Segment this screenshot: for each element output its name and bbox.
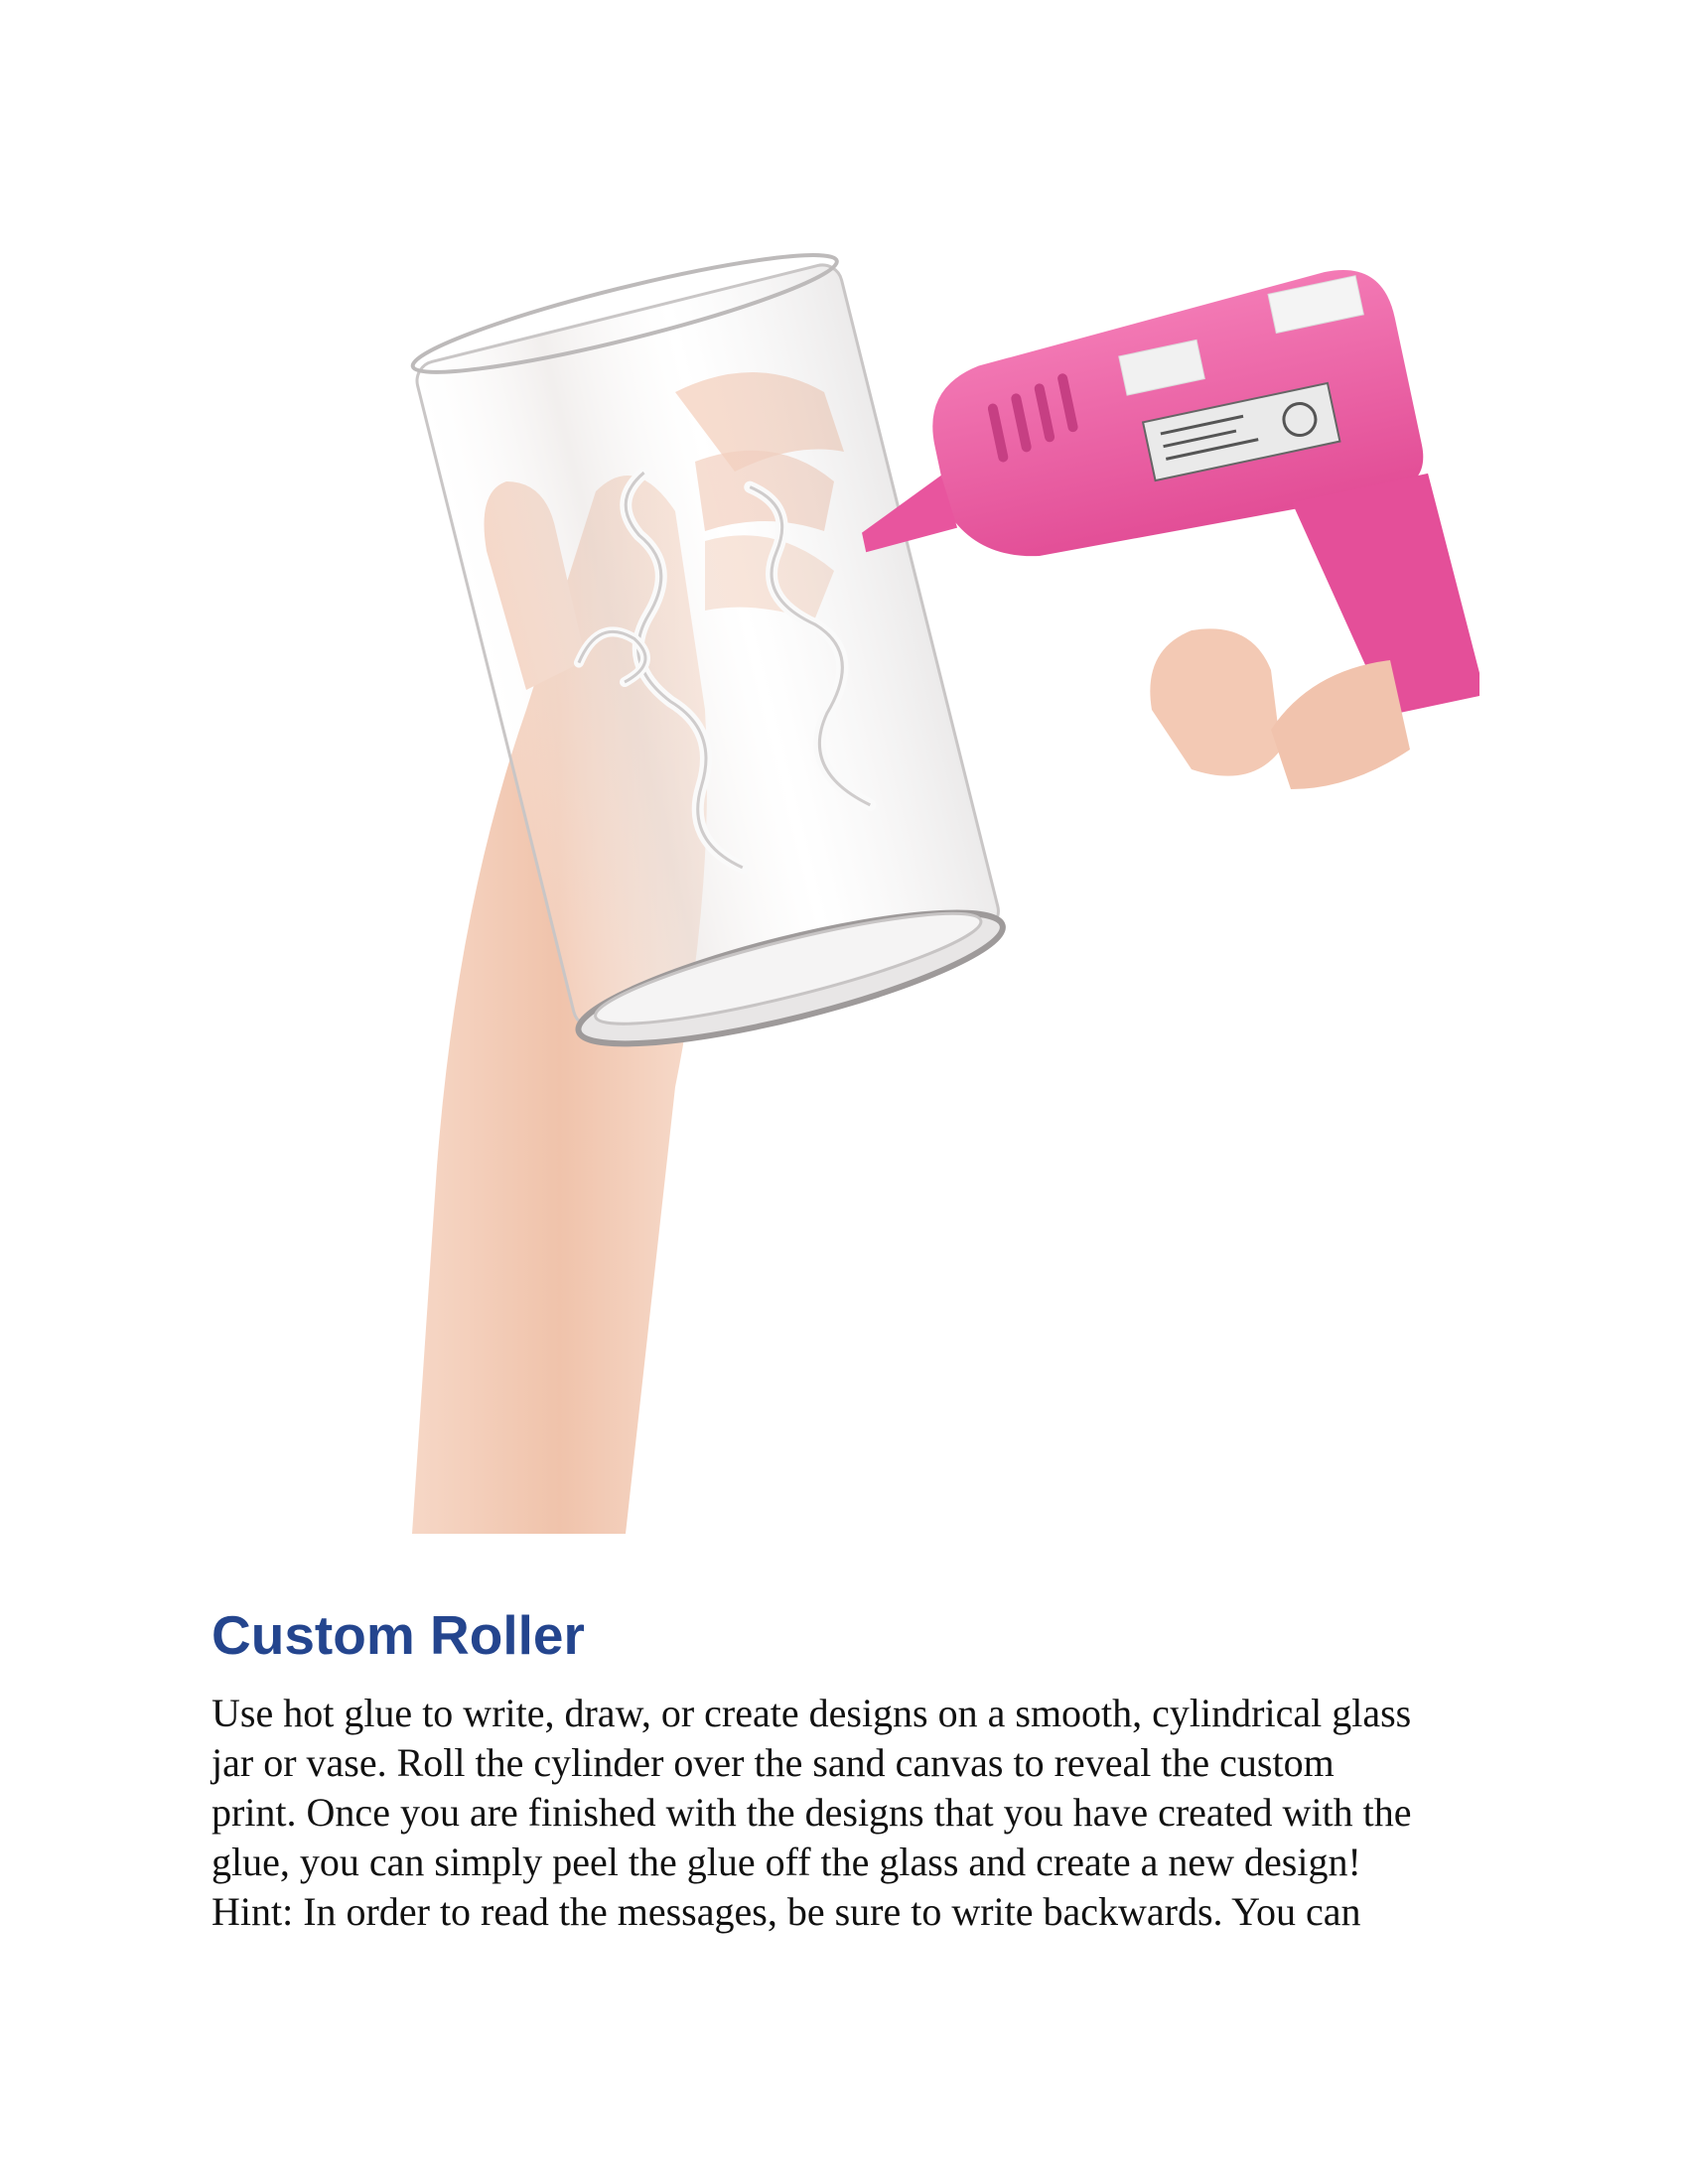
section-heading: Custom Roller <box>211 1604 585 1666</box>
photo-illustration <box>377 194 1479 1534</box>
right-hand-shape <box>1150 628 1281 775</box>
paragraph-line: glue, you can simply peel the glue off the glass and create a new design! <box>211 1840 1361 1884</box>
paragraph-line: Hint: In order to read the messages, be sure to write backwards. You can <box>211 1889 1361 1934</box>
paragraph-line: Use hot glue to write, draw, or create designs on a smooth, cylindrical glass <box>211 1691 1412 1735</box>
paragraph-line: print. Once you are finished with the designs that you have created with the <box>211 1790 1412 1835</box>
body-paragraph <box>211 1689 1502 1937</box>
paragraph-line: jar or vase. Roll the cylinder over the sand canvas to reveal the custom <box>211 1740 1335 1785</box>
glue-gun-jar-photo <box>377 194 1479 1534</box>
